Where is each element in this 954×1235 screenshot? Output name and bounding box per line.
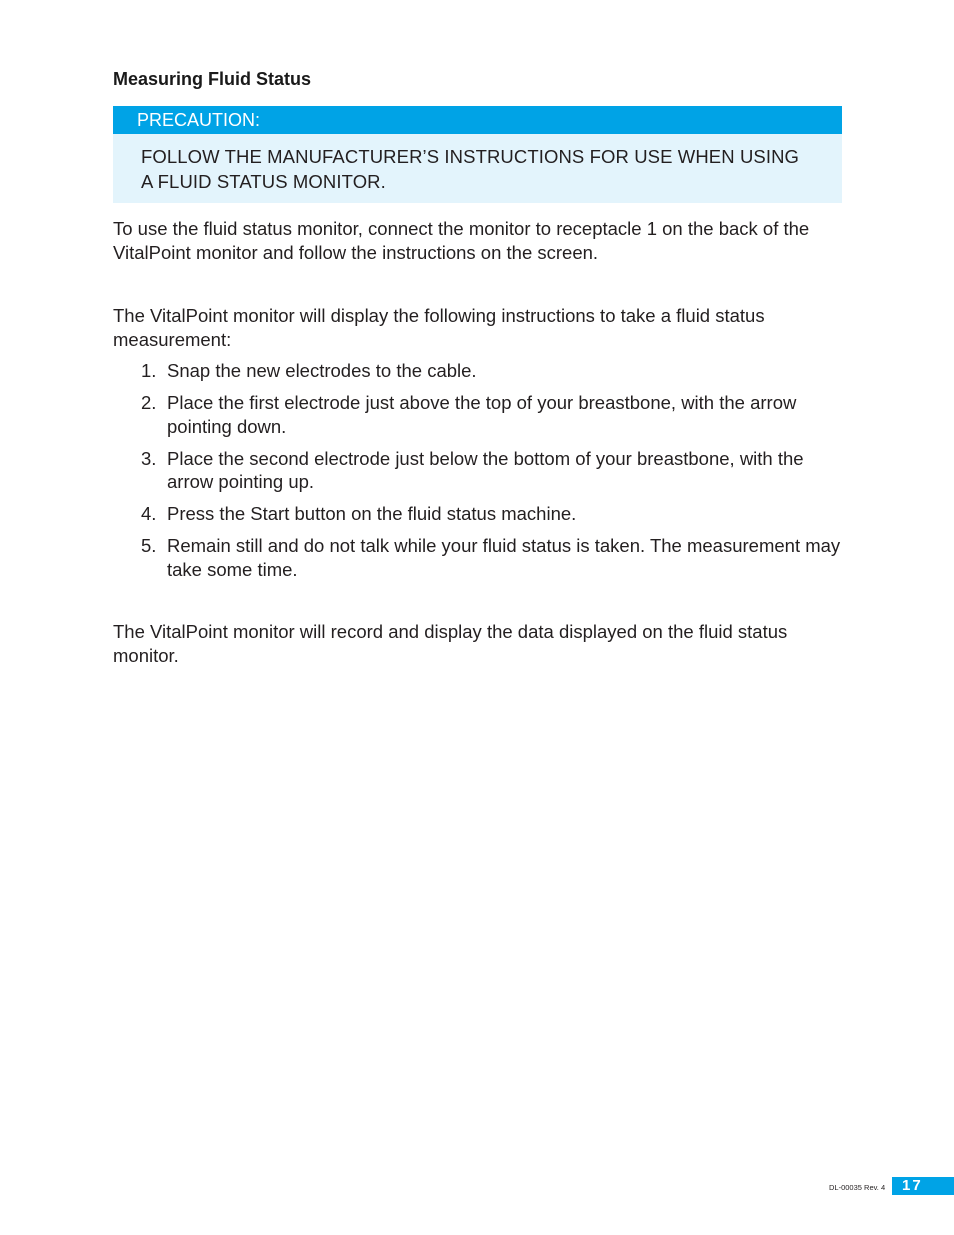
instructions-lead-paragraph: The VitalPoint monitor will display the following instructions to take a fluid status measurement:	[113, 305, 765, 350]
precaution-callout	[113, 106, 842, 203]
intro-paragraph: To use the fluid status monitor, connect the monitor to receptacle 1 on the back of the VitalPoint monitor and follow the instructions on the screen.	[113, 218, 810, 263]
list-item	[113, 534, 848, 581]
list-item	[113, 391, 848, 438]
step-number: 4.	[141, 503, 157, 524]
step-number: 2.	[141, 392, 157, 413]
page-footer	[826, 1177, 954, 1195]
list-item	[113, 502, 848, 526]
instruction-steps-list	[113, 359, 848, 590]
step-text: Place the second electrode just below the bottom of your breastbone, with the arrow pointing up.	[167, 447, 804, 492]
precaution-body: FOLLOW THE MANUFACTURER’S INSTRUCTIONS FOR USE WHEN USING A FLUID STATUS MONITOR.	[113, 134, 842, 203]
closing-paragraph: The VitalPoint monitor will record and display the data displayed on the fluid status monitor.	[113, 621, 788, 666]
step-text: Place the first electrode just above the top of your breastbone, with the arrow pointing down.	[167, 392, 797, 437]
step-number: 3.	[141, 447, 157, 469]
step-text: Snap the new electrodes to the cable.	[167, 360, 477, 381]
step-number: 5.	[141, 535, 157, 556]
step-text: Remain still and do not talk while your fluid status is taken. The measurement may take some time.	[167, 535, 841, 580]
list-item	[113, 359, 848, 383]
section-title: Measuring Fluid Status	[113, 69, 312, 89]
step-number: 1.	[141, 360, 157, 381]
step-text: Press the Start button on the fluid status machine.	[167, 503, 577, 524]
precaution-header: PRECAUTION:	[113, 106, 842, 134]
document-id: DL-00035 Rev. 4	[829, 1183, 886, 1192]
list-item	[113, 447, 848, 494]
page-number: 17	[892, 1177, 954, 1195]
